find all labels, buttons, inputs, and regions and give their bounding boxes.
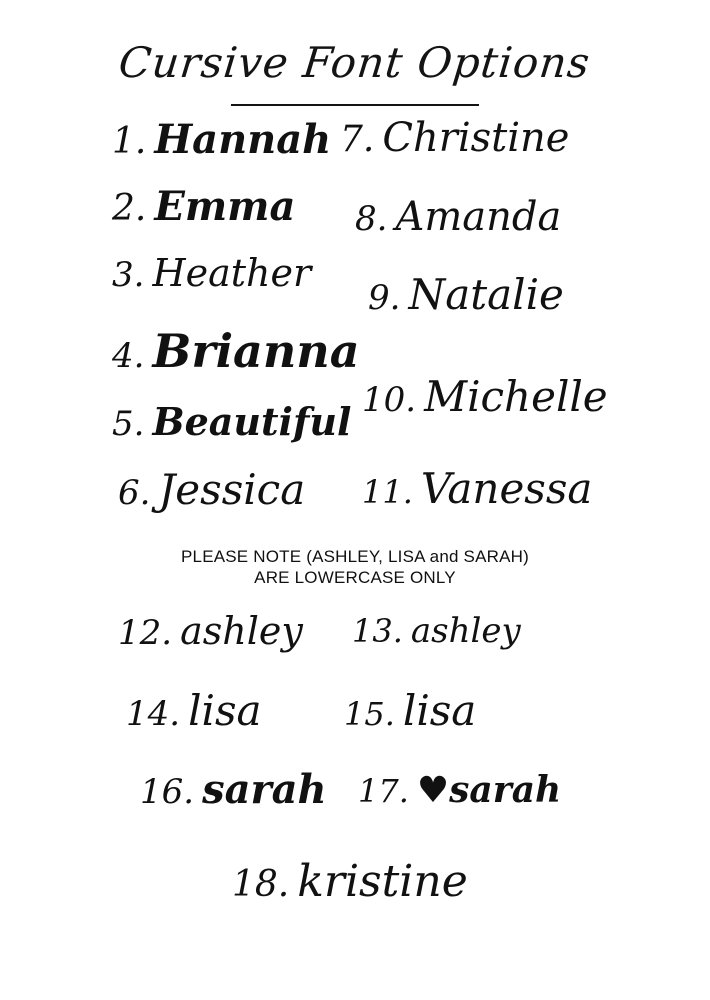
font-option-number: 14. xyxy=(126,694,181,734)
font-option-name: Christine xyxy=(382,115,570,161)
font-option-15 xyxy=(344,686,477,735)
font-option-12 xyxy=(118,609,303,653)
font-option-name: ashley xyxy=(410,611,521,651)
font-option-number: 15. xyxy=(344,695,395,733)
title-underline xyxy=(231,104,479,106)
font-option-7 xyxy=(340,115,570,161)
font-option-name: Emma xyxy=(154,183,296,230)
font-option-name: Beautiful xyxy=(152,399,352,444)
lowercase-note-line-2: ARE LOWERCASE ONLY xyxy=(254,568,456,588)
font-option-name: Natalie xyxy=(408,270,564,319)
font-option-number: 1. xyxy=(112,121,147,162)
font-option-number: 16. xyxy=(140,772,195,812)
page-title: Cursive Font Options xyxy=(116,38,594,87)
font-option-18 xyxy=(232,856,468,907)
page-title-wrapper xyxy=(0,38,710,87)
font-option-5 xyxy=(112,399,352,444)
font-option-9 xyxy=(368,270,564,319)
font-option-number: 5. xyxy=(112,404,145,444)
font-option-3 xyxy=(112,251,312,295)
font-option-number: 8. xyxy=(355,199,388,239)
font-option-name: sarah xyxy=(202,766,327,813)
font-option-17 xyxy=(358,769,562,811)
font-option-name: ♥sarah xyxy=(416,769,562,811)
font-option-14 xyxy=(126,686,262,735)
font-option-name: lisa xyxy=(188,686,262,735)
font-option-number: 2. xyxy=(112,188,147,229)
lowercase-note-line-1: PLEASE NOTE (ASHLEY, LISA and SARAH) xyxy=(181,547,529,566)
font-option-number: 4. xyxy=(112,336,145,376)
font-option-number: 3. xyxy=(112,255,145,295)
font-option-number: 11. xyxy=(362,473,413,511)
font-option-11 xyxy=(362,464,593,513)
font-option-16 xyxy=(140,766,327,813)
font-option-number: 18. xyxy=(232,864,290,905)
font-option-2 xyxy=(112,183,296,230)
font-option-name: Michelle xyxy=(424,372,608,421)
font-option-13 xyxy=(352,611,521,651)
font-option-number: 10. xyxy=(362,380,417,420)
font-option-name: ashley xyxy=(180,609,303,653)
font-option-name: Brianna xyxy=(152,324,360,378)
font-option-8 xyxy=(355,194,562,240)
font-option-name: Amanda xyxy=(395,194,562,240)
font-option-number: 13. xyxy=(352,612,403,650)
font-option-name: lisa xyxy=(402,686,477,735)
font-option-4 xyxy=(112,324,360,378)
font-option-10 xyxy=(362,372,608,421)
font-option-number: 9. xyxy=(368,278,401,318)
font-option-1 xyxy=(112,116,332,163)
font-option-number: 7. xyxy=(340,119,375,160)
font-option-name: Heather xyxy=(152,251,312,295)
font-option-name: kristine xyxy=(297,856,468,907)
font-option-name: Jessica xyxy=(158,465,306,514)
font-option-name: Hannah xyxy=(154,116,332,163)
font-option-number: 6. xyxy=(118,473,151,513)
font-option-number: 12. xyxy=(118,613,173,653)
font-option-number: 17. xyxy=(358,772,409,810)
lowercase-note xyxy=(0,546,710,589)
font-option-name: Vanessa xyxy=(420,464,593,513)
font-option-6 xyxy=(118,465,306,514)
